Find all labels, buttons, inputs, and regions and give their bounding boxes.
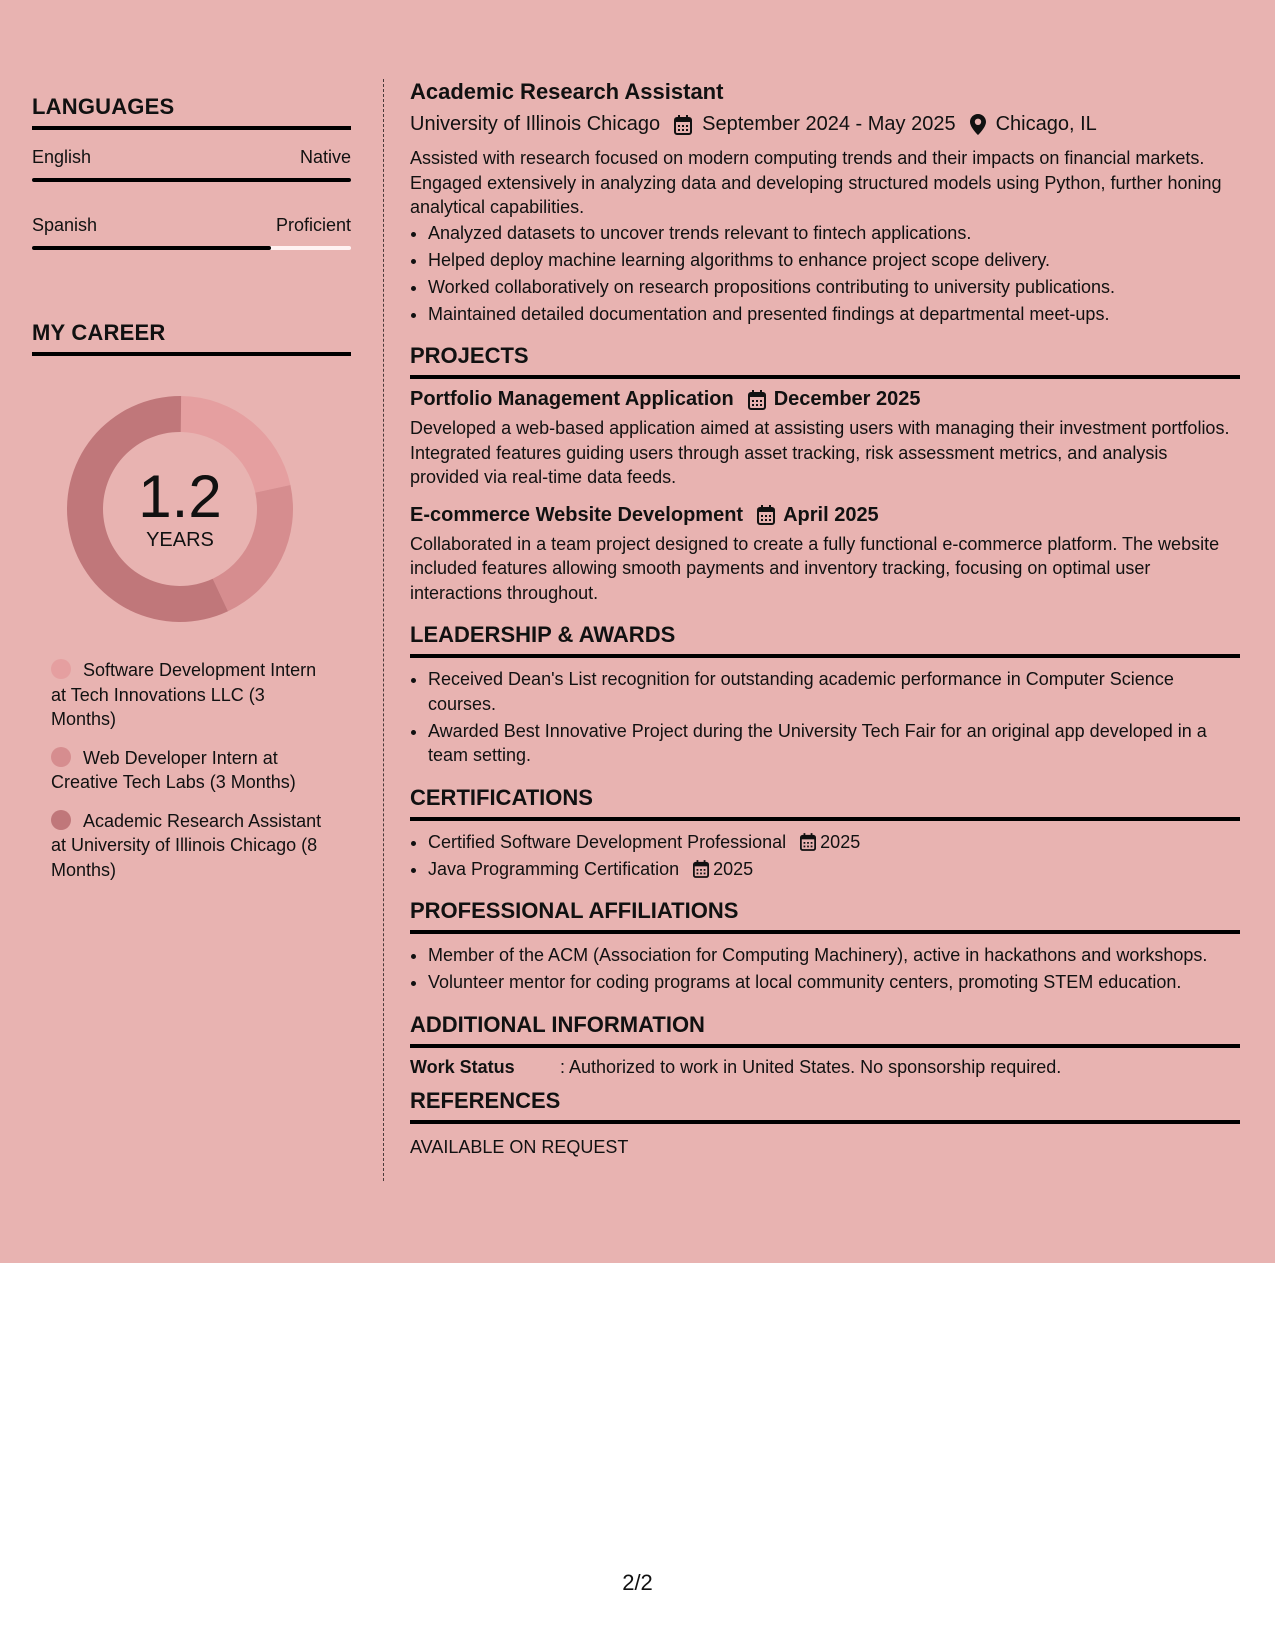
legend-dot <box>51 810 71 830</box>
language-proficiency-bar <box>32 178 351 182</box>
career-legend-label: Software Development Intern at Tech Innovations LLC (3 Months) <box>51 660 317 729</box>
list-item: • Member of the ACM (Association for Computing Machinery), active in hackathons and workshops. <box>428 943 1240 968</box>
project-description: Developed a web-based application aimed at assisting users with managing their investment portfolios. Integrated features guiding users through asset tracking, risk assessment metrics, and analysis provided via real-time data feeds. <box>410 418 1230 487</box>
calendar-icon <box>748 390 766 410</box>
list-item: • Received Dean's List recognition for outstanding academic performance in Computer Science courses. <box>428 667 1240 716</box>
column-divider <box>383 79 384 1181</box>
calendar-icon <box>757 505 775 525</box>
job-title: Academic Research Assistant <box>410 79 724 104</box>
projects-heading: PROJECTS <box>410 343 1240 379</box>
list-item <box>428 830 1240 855</box>
job-summary: Assisted with research focused on modern computing trends and their impacts on financial markets. Engaged extensively in analyzing data and developing structured models using Python, further honing analytical capabilities. <box>410 148 1222 217</box>
calendar-icon <box>800 833 816 851</box>
cert-name: • Java Programming Certification <box>428 858 680 879</box>
career-donut-chart <box>65 394 295 624</box>
right-column <box>410 79 1240 1158</box>
career-heading: MY CAREER <box>32 320 351 356</box>
list-item: • Awarded Best Innovative Project during the University Tech Fair for an original app developed in a team setting. <box>428 719 1240 768</box>
language-level: Proficient <box>275 215 351 235</box>
list-item <box>428 857 1240 882</box>
references-heading: REFERENCES <box>410 1088 1240 1124</box>
job-dates: September 2024 - May 2025 <box>702 113 956 135</box>
career-legend <box>51 658 331 882</box>
list-item: • Helped deploy machine learning algorithms to enhance project scope delivery. <box>428 248 1240 273</box>
career-years-value: 1.2 <box>138 463 222 530</box>
career-legend-label: Web Developer Intern at Creative Tech Labs (3 Months) <box>51 747 296 792</box>
job-meta <box>410 113 1240 136</box>
language-proficiency-fill <box>32 178 351 182</box>
project-description: Collaborated in a team project designed to create a fully functional e-commerce platform. The website included features allowing smooth payments and inventory tracking, focusing on optimal user interactions throughout. <box>410 533 1220 603</box>
cert-year: 2025 <box>820 831 861 852</box>
list-item: • Worked collaboratively on research propositions contributing to university publications. <box>428 275 1240 300</box>
project-date: April 2025 <box>783 503 879 526</box>
language-level: Native <box>299 147 351 167</box>
language-name: English <box>32 147 92 167</box>
leadership-list <box>410 667 1240 768</box>
legend-dot <box>51 747 71 767</box>
project-item <box>410 388 1240 490</box>
project-name: E-commerce Website Development <box>410 503 744 526</box>
affiliations-heading: PROFESSIONAL AFFILIATIONS <box>410 898 1240 934</box>
language-item <box>32 147 351 182</box>
project-name: Portfolio Management Application <box>410 388 734 410</box>
job-organization: University of Illinois Chicago <box>410 113 661 135</box>
languages-heading: LANGUAGES <box>32 94 351 130</box>
language-item <box>32 215 351 250</box>
language-name: Spanish <box>32 215 98 235</box>
location-pin-icon <box>970 114 986 135</box>
career-legend-item <box>51 658 331 732</box>
project-date: December 2025 <box>773 388 921 410</box>
list-item: • Analyzed datasets to uncover trends relevant to fintech applications. <box>428 221 1240 246</box>
left-column <box>32 94 351 896</box>
calendar-icon <box>674 115 692 135</box>
certifications-heading: CERTIFICATIONS <box>410 785 1240 821</box>
work-status-label: Work Status <box>410 1056 515 1077</box>
page-number: 2/2 <box>622 1570 653 1595</box>
project-item <box>410 504 1240 606</box>
references-text: AVAILABLE ON REQUEST <box>410 1136 629 1157</box>
career-years-unit: YEARS <box>146 529 214 551</box>
affiliations-list <box>410 943 1240 995</box>
job-bullets <box>410 221 1240 327</box>
calendar-icon <box>693 860 709 878</box>
job-location: Chicago, IL <box>995 113 1097 135</box>
leadership-heading: LEADERSHIP & AWARDS <box>410 622 1240 658</box>
language-proficiency-bar <box>32 246 351 250</box>
certifications-list <box>410 830 1240 882</box>
career-legend-label: Academic Research Assistant at University of Illinois Chicago (8 Months) <box>51 810 322 880</box>
list-item: • Maintained detailed documentation and presented findings at departmental meet-ups. <box>428 302 1240 327</box>
language-proficiency-fill <box>32 246 271 250</box>
career-legend-item <box>51 809 331 883</box>
additional-info-heading: ADDITIONAL INFORMATION <box>410 1012 1240 1048</box>
work-status-row <box>410 1057 1240 1078</box>
legend-dot <box>51 659 71 679</box>
cert-year: 2025 <box>713 858 754 879</box>
career-legend-item <box>51 746 331 795</box>
list-item: • Volunteer mentor for coding programs at local community centers, promoting STEM education. <box>428 970 1240 995</box>
work-status-value: : Authorized to work in United States. No sponsorship required. <box>560 1056 1062 1077</box>
cert-name: • Certified Software Development Professional <box>428 831 787 852</box>
